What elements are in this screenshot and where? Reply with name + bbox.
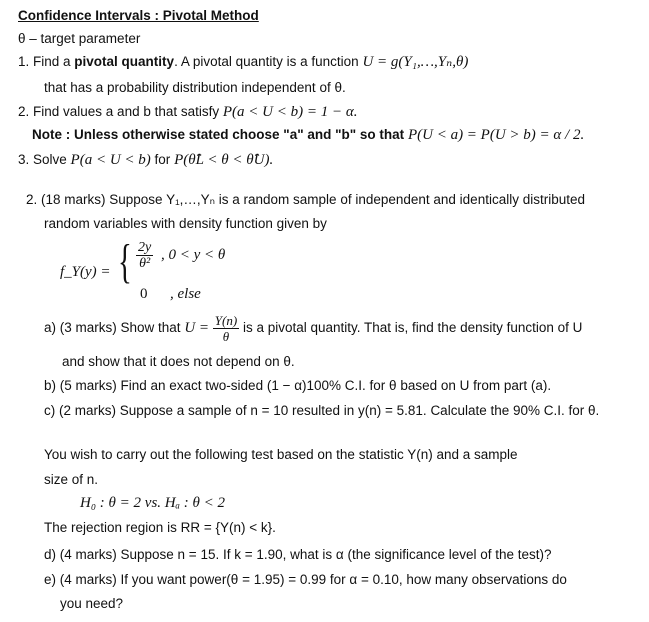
case-1-fraction — [136, 240, 153, 271]
note-formula: P(U < a) = P(U > b) = α / 2. — [407, 127, 585, 143]
step-1-bold: pivotal quantity — [74, 54, 175, 69]
part-e-continuation: you need? — [60, 596, 124, 611]
case-1-condition: , 0 < y < θ — [160, 247, 226, 264]
case-1-denominator: θ² — [139, 256, 151, 271]
part-a-fraction — [213, 313, 239, 344]
part-e: e) (4 marks) If you want power(θ = 1.95) = 0.99 for α = 0.10, how many observations do — [44, 572, 567, 587]
note-bold: Note : Unless otherwise stated choose "a" and "b" so that — [32, 127, 405, 142]
question-intro-2: random variables with density function given by — [44, 216, 327, 231]
step-1-continuation: that has a probability distribution independent of θ. — [44, 80, 346, 95]
part-a-u: U = — [184, 320, 210, 337]
part-c: c) (2 marks) Suppose a sample of n = 10 resulted in y(n) = 5.81. Calculate the 90% C.I. for θ. — [44, 403, 600, 418]
part-a-numerator: Y(n) — [214, 313, 238, 328]
step-2 — [18, 104, 358, 120]
rejection-region: The rejection region is RR = {Y(n) < k}. — [44, 520, 276, 535]
step-1-prefix: 1. Find a — [18, 54, 71, 69]
step-2-prefix: 2. Find values a and b that satisfy — [18, 104, 220, 119]
step-3-formula-2: P(θ̂L < θ < θ̂U). — [174, 152, 274, 168]
step-1-mid: . A pivotal quantity is a function — [174, 54, 359, 69]
part-d: d) (4 marks) Suppose n = 15. If k = 1.90, what is α (the significance level of the test)? — [44, 547, 552, 562]
hypotheses: H₀ : θ = 2 vs. Hₐ : θ < 2 — [80, 495, 225, 511]
left-brace: { — [118, 235, 132, 288]
question-intro-1: 2. (18 marks) Suppose Y₁,…,Yₙ is a random sample of independent and identically distributed — [26, 192, 585, 207]
theta-definition: θ – target parameter — [18, 31, 141, 46]
step-3 — [18, 152, 273, 168]
part-a-suffix: is a pivotal quantity. That is, find the density function of U — [242, 320, 583, 336]
case-2-condition: , else — [170, 286, 201, 302]
step-2-formula: P(a < U < b) = 1 − α. — [222, 104, 358, 120]
step-3-formula-1: P(a < U < b) — [70, 152, 151, 168]
case-2-value: 0 — [140, 286, 148, 302]
step-1 — [18, 54, 468, 70]
density-lhs: f_Y(y) = — [60, 264, 111, 280]
case-1 — [136, 240, 225, 271]
case-1-numerator: 2y — [138, 240, 152, 255]
test-intro-2: size of n. — [44, 472, 99, 487]
step-3-prefix: 3. Solve — [18, 152, 67, 167]
part-a-continuation: and show that it does not depend on θ. — [62, 354, 295, 369]
section-title: Confidence Intervals : Pivotal Method — [18, 8, 259, 23]
test-intro-1: You wish to carry out the following test based on the statistic Y(n) and a sample — [44, 447, 518, 462]
step-1-formula: U = g(Y₁,…,Yₙ,θ) — [362, 54, 469, 70]
note-line — [32, 127, 584, 143]
part-a-denominator: θ — [222, 329, 230, 344]
part-a — [44, 313, 582, 344]
step-3-for: for — [154, 152, 171, 167]
part-a-prefix: a) (3 marks) Show that — [44, 320, 181, 336]
part-b: b) (5 marks) Find an exact two-sided (1 − α)100% C.I. for θ based on U from part (a). — [44, 378, 552, 393]
